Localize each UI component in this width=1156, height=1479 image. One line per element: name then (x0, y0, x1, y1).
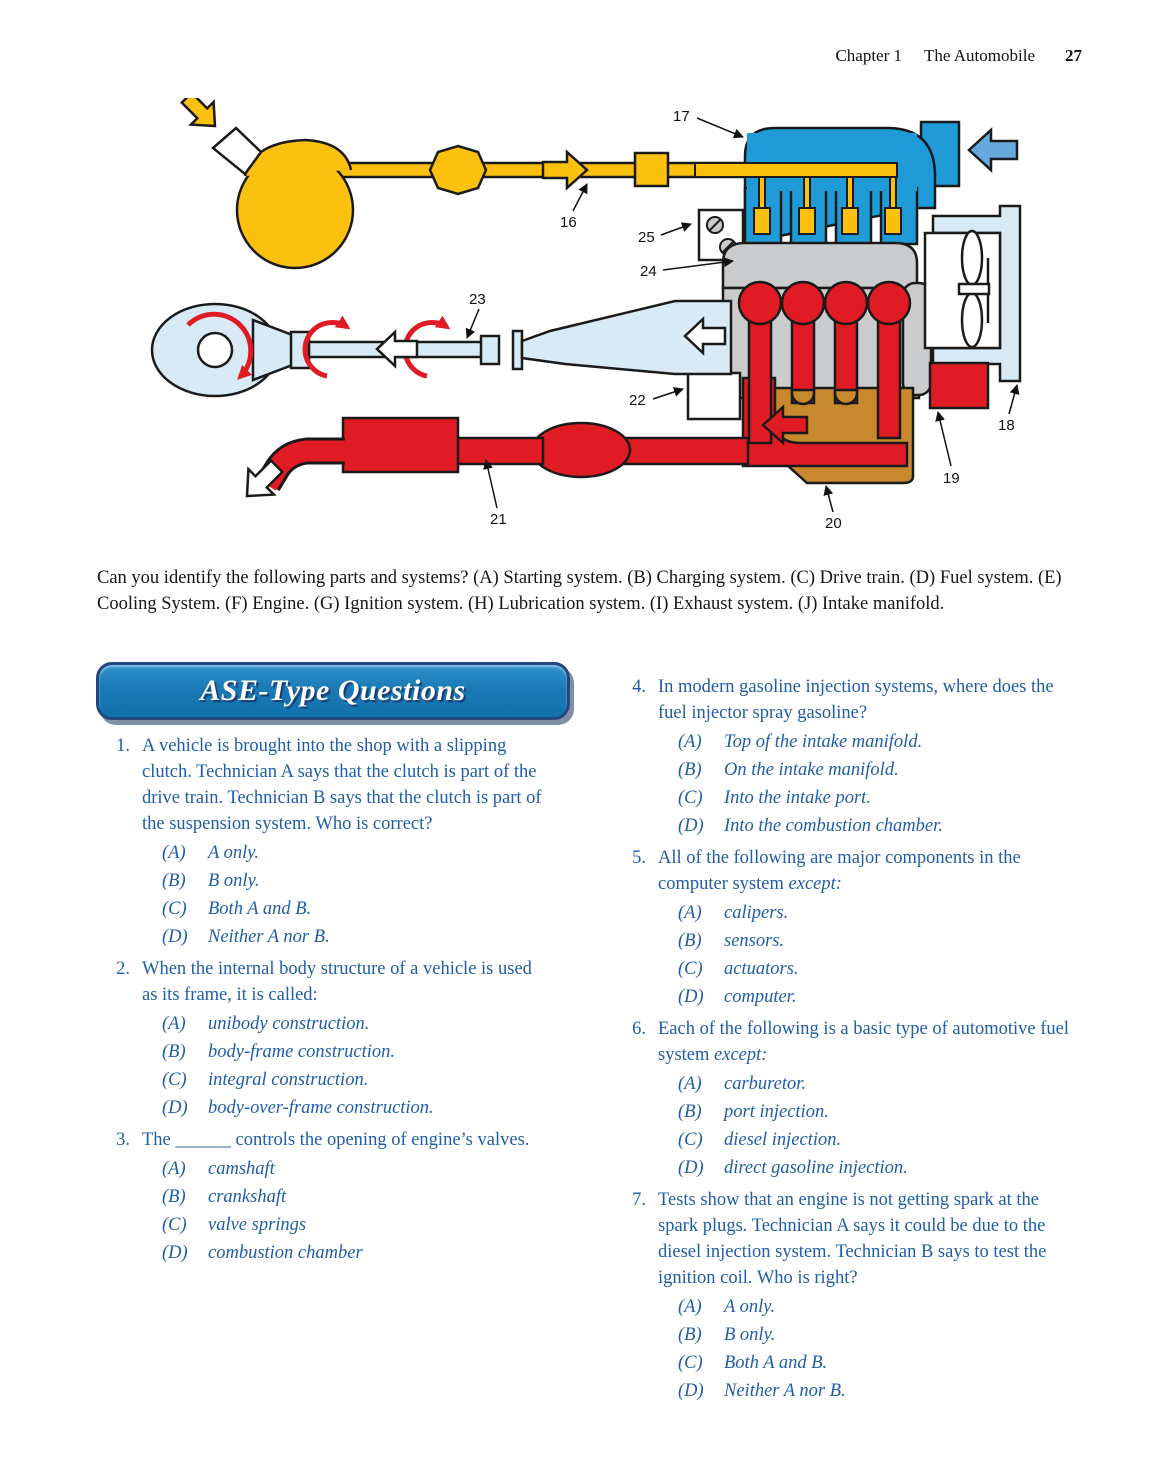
option-c (162, 1211, 546, 1239)
option-letter: (D) (162, 1243, 188, 1263)
fuel-pressure-regulator (635, 153, 668, 186)
question-text-main: All of the following are major components in the computer system (658, 848, 1021, 894)
option-letter: (A) (162, 1159, 186, 1179)
option-text: carburetor. (724, 1074, 807, 1094)
question-number: 4. (632, 677, 646, 697)
differential-hub (198, 333, 232, 367)
option-text: A only. (724, 1297, 776, 1317)
option-letter: (D) (678, 1158, 704, 1178)
option-d (678, 1154, 1082, 1182)
question-7 (612, 1187, 1090, 1405)
option-text: port injection. (724, 1102, 829, 1122)
question-4 (612, 674, 1090, 840)
output-flange (513, 331, 522, 369)
option-letter: (C) (162, 1215, 187, 1235)
option-letter: (D) (678, 1381, 704, 1401)
option-text: B only. (724, 1325, 776, 1345)
option-text: unibody construction. (208, 1014, 370, 1034)
question-5 (612, 845, 1090, 1011)
starter (688, 373, 740, 419)
figure-label-22: 22 (629, 392, 646, 409)
question-column-left (96, 733, 576, 1272)
option-d (678, 1377, 1082, 1405)
option-text: Top of the intake manifold. (724, 732, 923, 752)
option-letter: (C) (678, 1130, 703, 1150)
figure-label-18: 18 (998, 417, 1015, 434)
question-6 (612, 1016, 1090, 1182)
option-text: A only. (208, 843, 260, 863)
figure-label-16: 16 (560, 214, 577, 231)
figure-label-21: 21 (490, 511, 507, 528)
question-text (658, 845, 1082, 897)
option-letter: (A) (162, 843, 186, 863)
option-letter: (C) (678, 1353, 703, 1373)
option-text: body-frame construction. (208, 1042, 396, 1062)
question-text (658, 674, 1082, 726)
question-number: 1. (116, 736, 130, 756)
running-header (835, 46, 1082, 66)
option-b (678, 1321, 1082, 1349)
option-text: combustion chamber (208, 1243, 363, 1263)
question-2 (96, 956, 576, 1122)
question-text-italic: except: (714, 1045, 768, 1065)
question-text (142, 956, 546, 1008)
question-text (658, 1187, 1082, 1291)
option-letter: (D) (162, 927, 188, 947)
option-d (678, 812, 1082, 840)
option-letter: (B) (678, 1102, 702, 1122)
fuel-in-arrow (175, 98, 226, 137)
option-letter: (A) (678, 732, 702, 752)
question-number: 3. (116, 1130, 130, 1150)
question-text-main: Tests show that an engine is not getting spark at the spark plugs. Technician A says it could be due to the diesel injection system. Technician B says to test the ignition coil. Who is right? (658, 1190, 1047, 1288)
question-3 (96, 1127, 576, 1267)
option-d (162, 923, 546, 951)
question-number: 7. (632, 1190, 646, 1210)
option-text: On the intake manifold. (724, 760, 899, 780)
chapter-title: The Automobile (924, 46, 1035, 65)
option-letter: (A) (678, 1074, 702, 1094)
question-text (658, 1016, 1082, 1068)
option-text: Neither A nor B. (724, 1381, 846, 1401)
option-text: integral construction. (208, 1070, 369, 1090)
options (678, 1293, 1082, 1405)
section-banner (96, 662, 570, 720)
exhaust-pipe-mid (453, 438, 543, 464)
air-intake-arrow (969, 130, 1017, 170)
option-letter: (C) (678, 959, 703, 979)
option-letter: (C) (162, 899, 187, 919)
option-c (678, 1349, 1082, 1377)
catalytic-converter (532, 423, 630, 477)
option-text: actuators. (724, 959, 799, 979)
option-c (678, 784, 1082, 812)
u-joint-rear (481, 336, 499, 364)
option-b (162, 1183, 546, 1211)
option-b (162, 1038, 546, 1066)
exhaust-pipe-rear (623, 438, 748, 464)
option-d (678, 983, 1082, 1011)
question-number: 5. (632, 848, 646, 868)
option-b (678, 1098, 1082, 1126)
option-letter: (B) (162, 1187, 186, 1207)
fuel-filter (430, 146, 486, 194)
options (678, 899, 1082, 1011)
option-b (678, 756, 1082, 784)
muffler (343, 418, 458, 472)
option-letter: (B) (162, 871, 186, 891)
option-text: Both A and B. (208, 899, 312, 919)
fuel-rail (695, 163, 897, 177)
question-text (142, 733, 546, 837)
fuel-tank-top (245, 140, 351, 176)
figure-caption: Can you identify the following parts and systems? (A) Starting system. (B) Charging system. (C) Drive train. (D) Fuel system. (E) Cooling System. (F) Engine. (G) Ignition system. (H) Lubrication system. (I) Exhaust system. (J) Intake manifold. (97, 567, 1062, 614)
figure-label-19: 19 (943, 470, 960, 487)
options (162, 1010, 546, 1122)
option-c (678, 1126, 1082, 1154)
option-a (678, 728, 1082, 756)
battery (930, 363, 988, 408)
option-c (678, 955, 1082, 983)
question-text-italic: except: (788, 874, 842, 894)
section-title: ASE-Type Questions (200, 674, 466, 707)
option-text: computer. (724, 987, 797, 1007)
figure-label-25: 25 (638, 229, 655, 246)
question-number: 2. (116, 959, 130, 979)
option-text: Into the intake port. (724, 788, 871, 808)
question-number: 6. (632, 1019, 646, 1039)
option-letter: (B) (162, 1042, 186, 1062)
option-text: Neither A nor B. (208, 927, 330, 947)
question-1 (96, 733, 576, 951)
driveshaft-flow-arrow (377, 332, 417, 366)
option-letter: (B) (678, 760, 702, 780)
option-a (162, 839, 546, 867)
question-text-main: Each of the following is a basic type of automotive fuel system (658, 1019, 1069, 1065)
option-text: diesel injection. (724, 1130, 842, 1150)
option-d (162, 1239, 546, 1267)
options (162, 839, 546, 951)
option-a (678, 1070, 1082, 1098)
option-a (162, 1010, 546, 1038)
page-number: 27 (1065, 46, 1082, 65)
option-c (162, 1066, 546, 1094)
chapter-label: Chapter 1 (835, 46, 903, 65)
options (678, 1070, 1082, 1182)
option-letter: (B) (678, 1325, 702, 1345)
option-a (678, 1293, 1082, 1321)
question-text-main: A vehicle is brought into the shop with a slipping clutch. Technician A says that the clutch is part of the drive train. Technician B says that the clutch is part of the suspension system. Who is correct? (142, 736, 542, 834)
option-letter: (D) (162, 1098, 188, 1118)
options (678, 728, 1082, 840)
option-letter: (C) (678, 788, 703, 808)
option-b (678, 927, 1082, 955)
option-letter: (A) (678, 1297, 702, 1317)
figure-label-17: 17 (673, 108, 690, 125)
option-text: crankshaft (208, 1187, 287, 1207)
figure-label-24: 24 (640, 263, 657, 280)
option-c (162, 895, 546, 923)
option-letter: (A) (162, 1014, 186, 1034)
question-text (142, 1127, 546, 1153)
option-letter: (D) (678, 987, 704, 1007)
question-text-main: When the internal body structure of a vehicle is used as its frame, it is called: (142, 959, 532, 1005)
question-text-main: The ______ controls the opening of engine’s valves. (142, 1130, 530, 1150)
options (162, 1155, 546, 1267)
option-letter: (A) (678, 903, 702, 923)
option-text: B only. (208, 871, 260, 891)
option-b (162, 867, 546, 895)
option-text: sensors. (724, 931, 785, 951)
option-text: body-over-frame construction. (208, 1098, 434, 1118)
option-a (162, 1155, 546, 1183)
option-text: Into the combustion chamber. (724, 816, 943, 836)
option-d (162, 1094, 546, 1122)
question-column-right (612, 674, 1090, 1410)
fuel-pump-arrow (543, 152, 587, 188)
option-a (678, 899, 1082, 927)
option-text: calipers. (724, 903, 789, 923)
option-text: direct gasoline injection. (724, 1158, 908, 1178)
option-text: valve springs (208, 1215, 307, 1235)
differential-snout (253, 320, 295, 380)
option-letter: (D) (678, 816, 704, 836)
figure-label-23: 23 (469, 291, 486, 308)
engine-systems-diagram (95, 98, 1090, 543)
question-text-main: In modern gasoline injection systems, where does the fuel injector spray gasoline? (658, 677, 1054, 723)
option-text: Both A and B. (724, 1353, 828, 1373)
option-letter: (B) (678, 931, 702, 951)
figure-label-20: 20 (825, 515, 842, 532)
option-letter: (C) (162, 1070, 187, 1090)
option-text: camshaft (208, 1159, 275, 1179)
